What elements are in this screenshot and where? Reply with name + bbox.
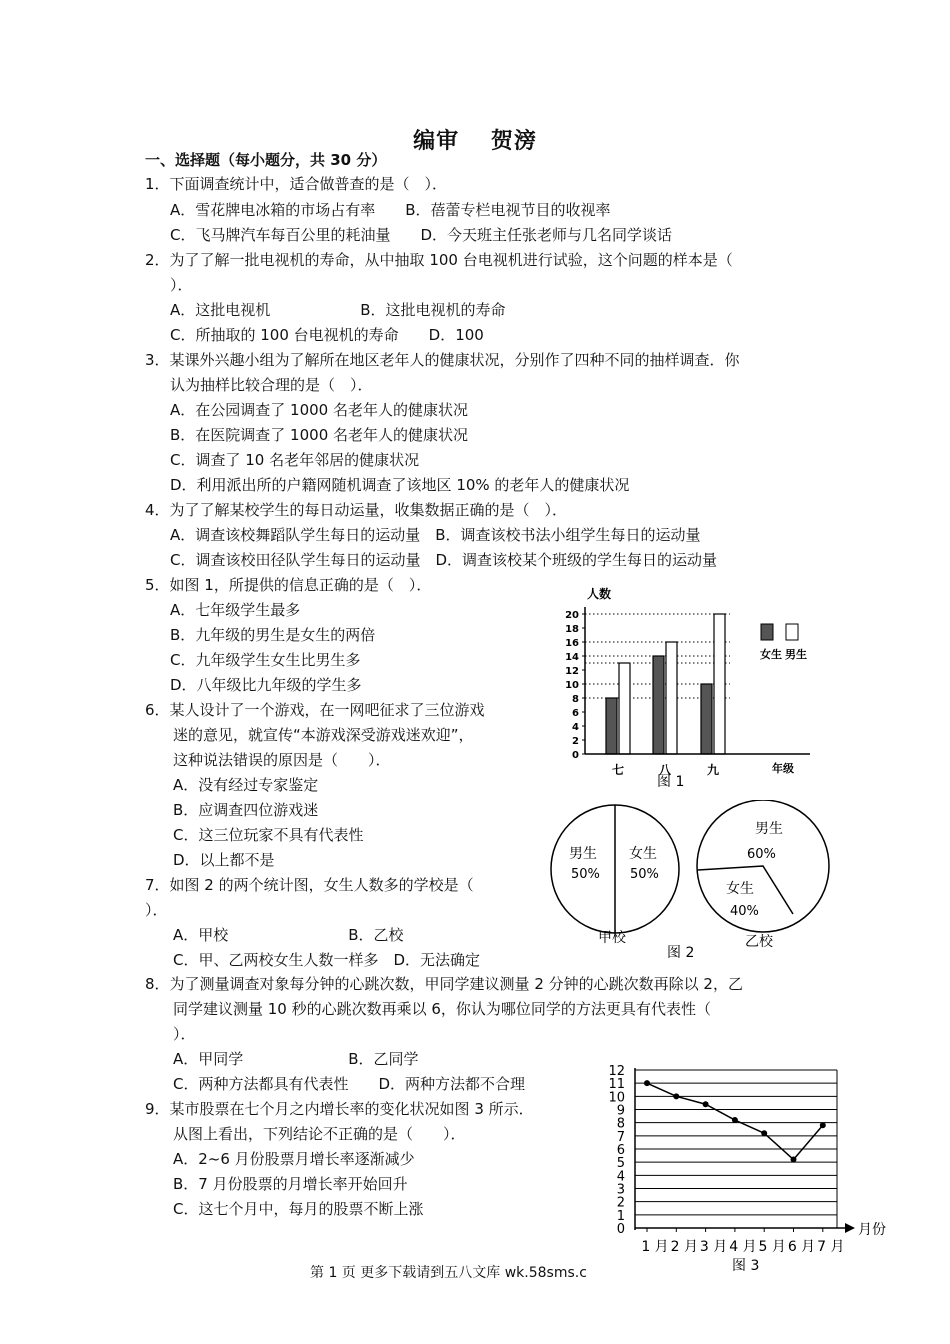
x-axis-arrow — [845, 1223, 855, 1233]
text-line: C．这三位玩家不具有代表性 — [173, 826, 364, 844]
pie-a-label-female: 女生 — [629, 846, 657, 862]
legend-label-male: 男生 — [785, 648, 807, 661]
text-line: B．九年级的男生是女生的两倍 — [170, 626, 376, 644]
text-line: C．调查该校田径队学生每日的运动量 D．调查该校某个班级的学生每日的运动量 — [170, 551, 718, 569]
x-tick-label: 6 月 — [787, 1239, 816, 1255]
text-line: D．八年级比九年级的学生多 — [170, 676, 362, 694]
y-tick-label: 8 — [572, 694, 579, 705]
text-line: A．七年级学生最多 — [170, 601, 301, 619]
pie-b-label-female: 女生 — [726, 881, 754, 897]
text-line: 9．某市股票在七个月之内增长率的变化状况如图 3 所示． — [145, 1100, 534, 1118]
data-point — [820, 1122, 826, 1128]
data-point — [644, 1080, 650, 1086]
figure-1-caption: 图 1 — [657, 774, 685, 790]
data-point — [673, 1093, 679, 1099]
x-tick-label: 七 — [611, 763, 625, 777]
figure-2-caption: 图 2 — [667, 945, 695, 960]
text-line: ）． — [173, 1025, 196, 1043]
text-line: ）． — [170, 276, 193, 294]
text-line: C．所抽取的 100 台电视机的寿命 D．100 — [170, 326, 484, 344]
bar-female — [606, 698, 617, 754]
y-tick-label: 12 — [565, 666, 579, 677]
text-line: C．飞马牌汽车每百公里的耗油量 D．今天班主任张老师与几名同学谈话 — [170, 226, 673, 244]
text-line: B．在医院调查了 1000 名老年人的健康状况 — [170, 426, 469, 444]
text-line: C．甲、乙两校女生人数一样多 D．无法确定 — [173, 951, 481, 969]
y-tick-label: 16 — [565, 638, 579, 649]
legend-swatch-female — [761, 624, 773, 640]
text-line: D．以上都不是 — [173, 851, 275, 869]
pie-a-pct-female: 50% — [630, 867, 659, 882]
bar-male — [714, 614, 725, 754]
y-tick-label: 6 — [572, 708, 579, 719]
text-line: 迷的意见，就宣传“本游戏深受游戏迷欢迎”， — [173, 726, 474, 744]
x-axis-label: 月份 — [858, 1222, 886, 1238]
text-line: ）． — [145, 901, 168, 919]
bar-male — [666, 642, 677, 754]
text-line: A．调查该校舞蹈队学生每日的运动量 B．调查该校书法小组学生每日的运动量 — [170, 526, 701, 544]
text-line: C．九年级学生女生比男生多 — [170, 651, 361, 669]
text-line: 7．如图 2 的两个统计图，女生人数多的学校是（ — [145, 876, 474, 894]
data-point — [761, 1130, 767, 1136]
text-line: A．2~6 月份股票月增长率逐渐减少 — [173, 1150, 415, 1168]
figure-3-line-chart — [605, 1058, 900, 1278]
text-line: 5．如图 1，所提供的信息正确的是（ ）． — [145, 576, 432, 594]
pie-b-name: 乙校 — [745, 934, 773, 950]
pie-a-name: 甲校 — [598, 930, 626, 946]
text-line: A．在公园调查了 1000 名老年人的健康状况 — [170, 401, 468, 419]
text-line: 4．为了了解某校学生的每日动运量，收集数据正确的是（ ）． — [145, 501, 568, 519]
y-tick-label: 7 — [616, 1129, 625, 1145]
y-tick-label: 1 — [616, 1208, 625, 1224]
y-tick-label: 11 — [608, 1077, 625, 1093]
text-line: C．这七个月中，每月的股票不断上涨 — [173, 1200, 424, 1218]
page-title: 编审 贺滂 — [413, 129, 537, 154]
y-tick-label: 9 — [616, 1103, 625, 1119]
legend-swatch-male — [786, 624, 798, 640]
text-line: 从图上看出，下列结论不正确的是（ ）． — [173, 1125, 466, 1143]
data-point — [732, 1117, 738, 1123]
text-line: A．这批电视机 B．这批电视机的寿命 — [170, 301, 506, 319]
y-tick-label: 14 — [565, 652, 579, 663]
y-tick-label: 18 — [565, 624, 579, 635]
pie-b-pct-male: 60% — [747, 847, 776, 862]
text-line: 认为抽样比较合理的是（ ）． — [170, 376, 373, 394]
y-tick-label: 2 — [616, 1195, 625, 1211]
figure-1-bar-chart — [555, 582, 815, 797]
x-tick-label: 3 月 — [699, 1239, 728, 1255]
text-line: 6．某人设计了一个游戏，在一网吧征求了三位游戏 — [145, 701, 485, 719]
x-tick-label: 7 月 — [817, 1239, 845, 1255]
pie-a-pct-male: 50% — [571, 867, 600, 882]
y-tick-label: 10 — [565, 680, 579, 691]
text-line: 3．某课外兴趣小组为了解所在地区老年人的健康状况，分别作了四种不同的抽样调查．你 — [145, 351, 740, 369]
y-tick-label: 5 — [616, 1156, 625, 1172]
text-line: C．两种方法都具有代表性 D．两种方法都不合理 — [173, 1075, 526, 1093]
y-tick-label: 3 — [616, 1182, 625, 1198]
y-tick-label: 20 — [565, 610, 579, 621]
x-tick-label: 4 月 — [729, 1239, 757, 1255]
x-tick-label: 5 月 — [758, 1239, 786, 1255]
x-tick-label: 2 月 — [670, 1239, 698, 1255]
figure-3-caption: 图 3 — [732, 1258, 760, 1274]
bar-male — [619, 663, 630, 754]
data-point — [703, 1101, 709, 1107]
bar-female — [701, 684, 712, 754]
pie-b-label-male: 男生 — [755, 821, 783, 837]
text-line: 2．为了了解一批电视机的寿命，从中抽取 100 台电视机进行试验，这个问题的样本是（ — [145, 251, 733, 269]
x-tick-label: 1 月 — [641, 1239, 669, 1255]
y-axis-label: 人数 — [587, 587, 612, 601]
figure-2-pie-charts — [545, 800, 835, 960]
text-line: B．7 月份股票的月增长率开始回升 — [173, 1175, 408, 1193]
text-line: A．雪花牌电冰箱的市场占有率 B．蓓蕾专栏电视节目的收视率 — [170, 201, 611, 219]
y-tick-label: 6 — [616, 1143, 625, 1158]
section-heading: 一、选择题（每小题分，共 30 分） — [145, 151, 387, 169]
text-line: 这种说法错误的原因是（ ）． — [173, 751, 391, 769]
pie-b-pct-female: 40% — [730, 904, 759, 919]
x-tick-label: 八 — [658, 763, 672, 777]
y-tick-label: 12 — [608, 1064, 625, 1079]
text-line: B．应调查四位游戏迷 — [173, 801, 319, 819]
bar-female — [653, 656, 664, 754]
text-line: A．甲校 B．乙校 — [173, 926, 404, 944]
y-tick-label: 8 — [616, 1116, 625, 1132]
text-line: A．甲同学 B．乙同学 — [173, 1050, 419, 1068]
pie-a-label-male: 男生 — [569, 846, 597, 862]
y-tick-label: 4 — [616, 1169, 625, 1185]
y-tick-label: 10 — [608, 1090, 625, 1106]
text-line: A．没有经过专家鉴定 — [173, 776, 319, 794]
text-line: 1．下面调查统计中，适合做普查的是（ ）． — [145, 175, 448, 193]
y-tick-label: 4 — [572, 722, 579, 733]
text-line: 8．为了测量调查对象每分钟的心跳次数，甲同学建议测量 2 分钟的心跳次数再除以 2，乙 — [145, 975, 743, 993]
text-line: 同学建议测量 10 秒的心跳次数再乘以 6，你认为哪位同学的方法更具有代表性（ — [173, 1000, 711, 1018]
x-tick-label: 九 — [706, 763, 720, 777]
y-tick-label: 0 — [616, 1222, 625, 1237]
text-line: C．调查了 10 名老年邻居的健康状况 — [170, 451, 420, 469]
data-point — [791, 1157, 797, 1163]
legend-label-female: 女生 — [760, 648, 782, 661]
y-tick-label: 2 — [572, 736, 579, 747]
text-line: D．利用派出所的户籍网随机调查了该地区 10% 的老年人的健康状况 — [170, 476, 630, 494]
page-footer: 第 1 页 更多下载请到五八文库 wk.58sms.c — [310, 1265, 587, 1281]
x-axis-label: 年级 — [772, 762, 794, 775]
y-tick-label: 0 — [572, 750, 579, 761]
